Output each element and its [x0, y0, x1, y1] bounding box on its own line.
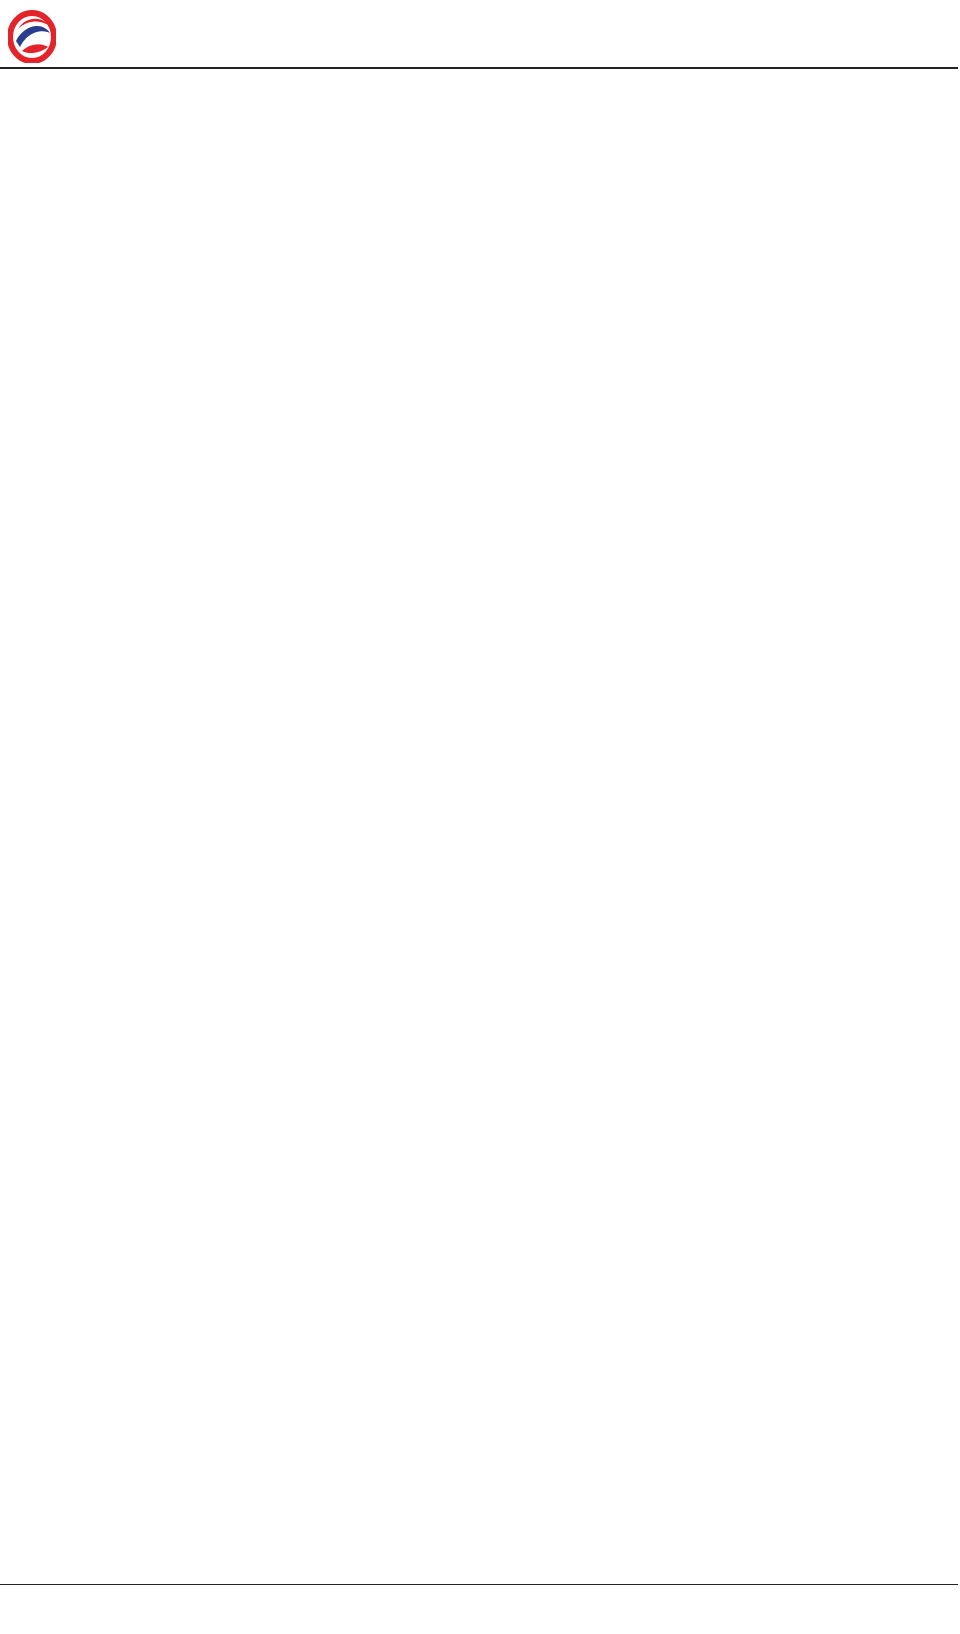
footer-divider [0, 1584, 958, 1585]
header-divider [0, 67, 958, 69]
page-header [0, 0, 960, 72]
lotos-logo [8, 4, 60, 66]
document-body [24, 90, 952, 154]
lotos-emblem-icon [8, 7, 56, 63]
